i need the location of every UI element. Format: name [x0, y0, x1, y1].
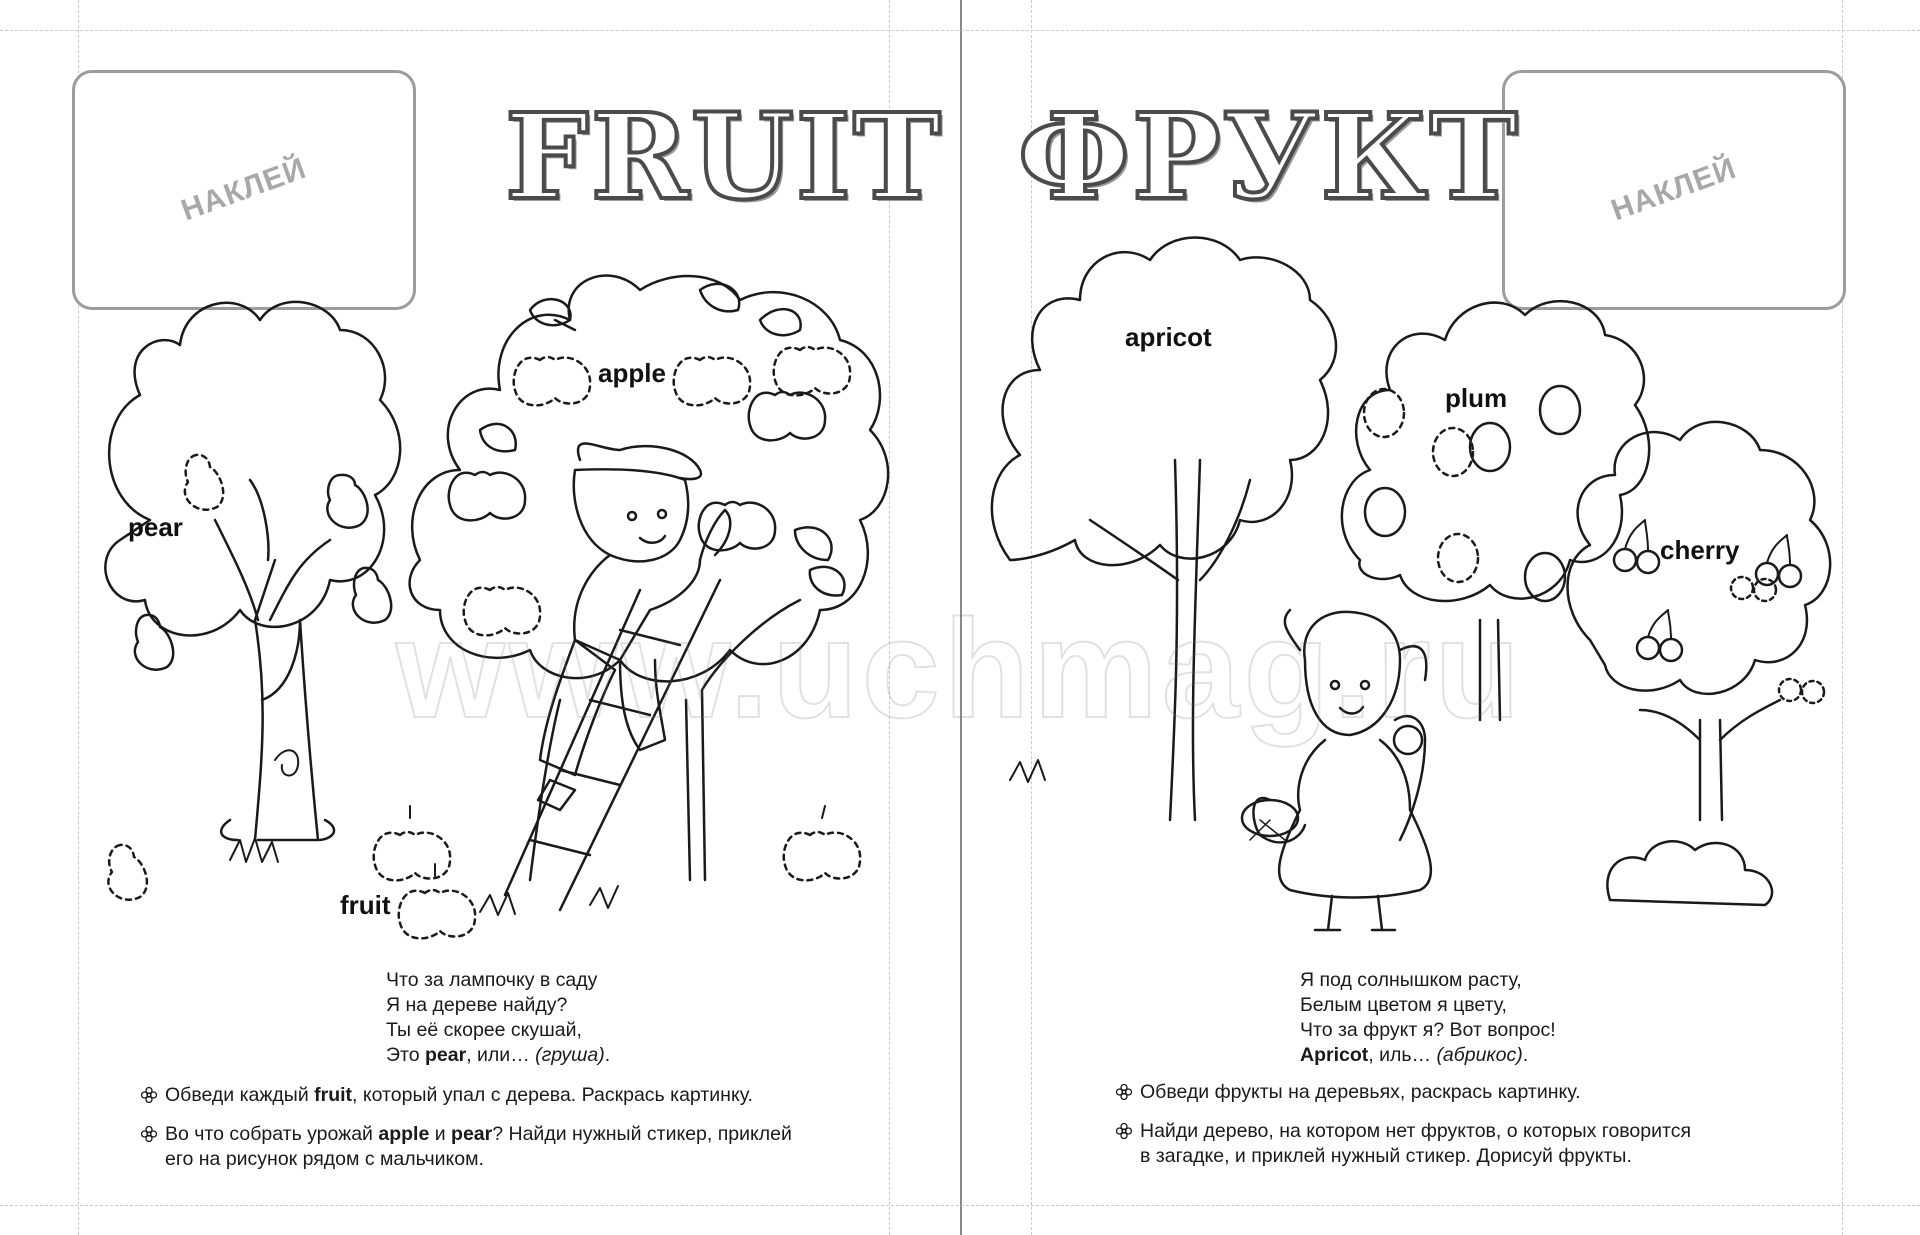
word-apricot: apricot — [1125, 322, 1212, 352]
girl-with-doll — [1242, 610, 1431, 930]
word-plum: plum — [1445, 383, 1508, 413]
cherry-tree — [1568, 422, 1831, 905]
word-fruit: fruit — [340, 890, 391, 920]
poem-right — [1300, 968, 1556, 1068]
plum-tree — [1342, 301, 1649, 720]
poem-line-answer: Это pear, или… (груша). — [386, 1044, 611, 1066]
poem-line: Ты её скорее скушай, — [386, 1019, 582, 1041]
poem-left — [386, 968, 610, 1068]
poem-line: Я на дереве найду? — [386, 994, 568, 1016]
task-right-2: Найди дерево, на котором нет фруктов, о которых говорится в загадке, и приклей нужный стикер. Дорисуй фрукты. — [1115, 1119, 1855, 1169]
task-left-2: Во что собрать урожай apple и pear? Найди нужный стикер, приклей его на рисунок рядом с мальчиком. — [140, 1122, 880, 1172]
flower-bullet-icon — [140, 1125, 158, 1143]
task-left-1: Обведи каждый fruit, который упал с дерева. Раскрась картинку. — [140, 1083, 880, 1108]
poem-line: Что за фрукт я? Вот вопрос! — [1300, 1019, 1556, 1041]
flower-bullet-icon — [140, 1086, 158, 1104]
word-cherry: cherry — [1660, 535, 1740, 565]
flower-bullet-icon — [1115, 1083, 1133, 1101]
page-title-frukt: ФРУКТ — [1018, 87, 1520, 226]
task-right-1: Обведи фрукты на деревьях, раскрась картинку. — [1115, 1080, 1855, 1105]
sticker-label: НАКЛЕЙ — [1606, 151, 1741, 228]
poem-line-answer: Apricot, иль… (абрикос). — [1300, 1044, 1529, 1066]
poem-line: Я под солнышком расту, — [1300, 969, 1522, 991]
word-apple: apple — [598, 358, 666, 388]
sticker-label: НАКЛЕЙ — [176, 151, 311, 228]
poem-line: Что за лампочку в саду — [386, 969, 598, 991]
page-title-fruit: FRUIT — [505, 87, 943, 226]
flower-bullet-icon — [1115, 1122, 1133, 1140]
word-pear: pear — [128, 512, 183, 542]
watermark: www.uchmag.ru — [395, 590, 1525, 747]
poem-line: Белым цветом я цвету, — [1300, 994, 1507, 1016]
pear-tree — [105, 302, 400, 900]
